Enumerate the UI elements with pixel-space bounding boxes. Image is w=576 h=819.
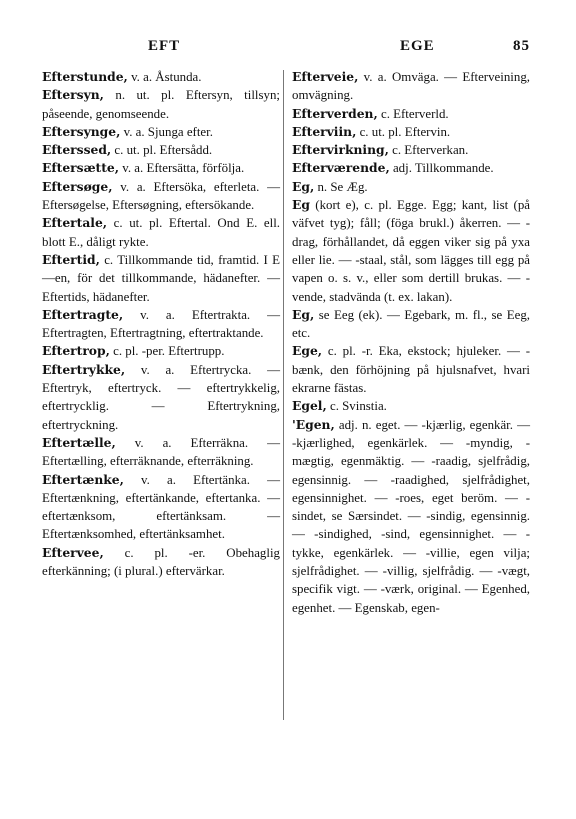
entry-headword: Eftertænke, [42,471,124,487]
entry-definition: c. pl. -r. Eka, ekstock; hjuleker. — -bænk, den förhöjning på hjulsnafvet, hvari ekrarne fästas. [292,344,530,396]
page-header [40,38,530,62]
entry-definition: v. a. Sjunga efter. [120,124,213,139]
entry-headword: Eg, [292,178,315,194]
entry-headword: Ege, [292,343,323,359]
dictionary-entry [42,434,280,471]
dictionary-entry [292,123,530,141]
entry-headword: Efterverden, [292,105,378,121]
entry-headword: Eftertid, [42,251,100,267]
entry-definition: adj. Tillkommande. [389,161,494,176]
right-column [292,68,530,617]
entry-definition: v. a. Eftertrakta. — Eftertragten, Eftertragtning, eftertraktande. [42,307,280,341]
entry-headword: Eftertrykke, [42,361,126,377]
dictionary-entry [42,178,280,215]
dictionary-entry [42,306,280,343]
entry-definition: adj. n. eget. — -kjærlig, egenkär. — -kjærlighed, egenkärlek. — -myndig, -mægtig, egenmäktig. — -raadig, sjelfrådig, egensinnig. — -raadighed, sjelfrådighet, egensinnighet. — -roes, eget beröm. — -sindet, se Særsindet. — -sindig, egensinnig. — -sindighed, -sind, egensinnighet. — -tykke, egenkärlek. — -villie, egen vilja; sjelfrådighet. — -villig, sjelfrådig. — -vægt, specifik vigt. — -værk, original. — Egenhed, egenhet. — Egenskab, egen- [292,417,530,615]
running-head-right: EGE [400,38,435,54]
entry-definition: n. ut. pl. Eftersyn, tillsyn; påseende, genomseende. [42,88,280,121]
entry-definition: v. a. Eftersätta, förfölja. [119,161,245,176]
entry-definition: c. Svinstia. [326,399,387,414]
entry-headword: Eg, [292,306,315,322]
entry-definition: c. pl. -er. Obehaglig efterkänning; (i plural.) eftervärkar. [42,545,280,579]
entry-definition: se Eeg (ek). — Egebark, m. fl., se Eeg, etc. [292,307,530,341]
dictionary-entry [42,141,280,159]
entry-headword: Eg [292,197,310,213]
dictionary-entry [42,342,280,360]
entry-headword: Efterviin, [292,123,357,139]
entry-headword: Egel, [292,398,327,414]
entry-definition: v. a. Åstunda. [127,70,202,84]
dictionary-entry [292,342,530,397]
entry-definition: c. Efterverkan. [388,143,469,158]
dictionary-entry [42,544,280,581]
dictionary-entry [292,105,530,123]
dictionary-entry [42,86,280,123]
entry-headword: Eftertælle, [42,434,116,450]
entry-headword: Eftervirkning, [292,142,389,158]
left-column [42,68,280,580]
entry-definition: c. Tillkommande tid, framtid. I E—en, för det tillkommande, hädanefter. — Eftertids, hädanefter. [42,252,280,304]
entry-headword: Eftersætte, [42,160,120,176]
entry-definition: v. a. Omväga. — Efterveining, omvägning. [292,70,530,103]
entry-headword: Efterstunde, [42,69,128,84]
entry-definition: c. pl. -per. Eftertrupp. [109,344,225,359]
dictionary-entry [42,123,280,141]
entry-definition: v. a. Eftersöka, efterleta. — Eftersøgelse, Eftersøgning, eftersökande. [42,179,280,213]
entry-headword: Eftersøge, [42,178,113,194]
entry-headword: Eftertale, [42,215,108,231]
entry-definition: c. ut. pl. Eftersådd. [111,143,213,158]
entry-headword: Eftervee, [42,544,104,560]
entry-definition: v. a. Eftertrycka. — Eftertryk, eftertryck. — eftertrykkelig, eftertrycklig. — Eftertrykning, eftertryckning. [42,362,280,432]
dictionary-entry [292,178,530,196]
dictionary-entry [292,397,530,415]
entry-definition: v. a. Eftertänka. — Eftertænkning, eftertänkande, eftertanka. — eftertænksom, eftertänksam. — Eftertænksomhed, eftertänksamhet. [42,472,280,542]
dictionary-entry [42,68,280,86]
dictionary-entry [42,214,280,251]
entry-definition: c. ut. pl. Eftertal. Ond E. ell. blott E., dåligt rykte. [42,216,280,249]
dictionary-entry [292,159,530,177]
dictionary-entry [42,471,280,544]
dictionary-entry [292,141,530,159]
entry-headword: Efterværende, [292,160,390,176]
dictionary-entry [42,251,280,306]
entry-headword: 'Egen, [292,416,335,432]
entry-headword: Efterveie, [292,69,359,84]
entry-definition: c. ut. pl. Eftervin. [356,124,451,139]
entry-definition: v. a. Efterräkna. — Eftertælling, efterräknande, efterräkning. [42,435,280,469]
entry-headword: Eftersyn, [42,87,104,103]
entry-headword: Eftertrop, [42,343,110,359]
entry-headword: Efterssed, [42,142,112,158]
entry-definition: n. Se Æg. [314,179,368,194]
dictionary-entry [42,159,280,177]
dictionary-entry [292,68,530,105]
running-head-left: EFT [148,38,181,54]
dictionary-entry [292,306,530,343]
entry-definition: (kort e), c. pl. Egge. Egg; kant, list (på väfvet tyg); fåll; (föga brukl.) åkerren. — -drag, förhållandet, då eggen viker sig på yxa eller lie. — -staal, stål, som lägges till egg på vapen o. s. v., eller som dertill brukas. — -vende, stadvända (t. ex. lakan). [292,198,530,304]
page-number: 85 [513,38,530,54]
dictionary-entry [292,416,530,617]
dictionary-entry [42,361,280,434]
column-divider [283,70,284,720]
dictionary-entry [292,196,530,306]
entry-headword: Eftertragte, [42,306,124,322]
entry-definition: c. Efterverld. [377,106,449,121]
entry-headword: Eftersynge, [42,123,121,139]
